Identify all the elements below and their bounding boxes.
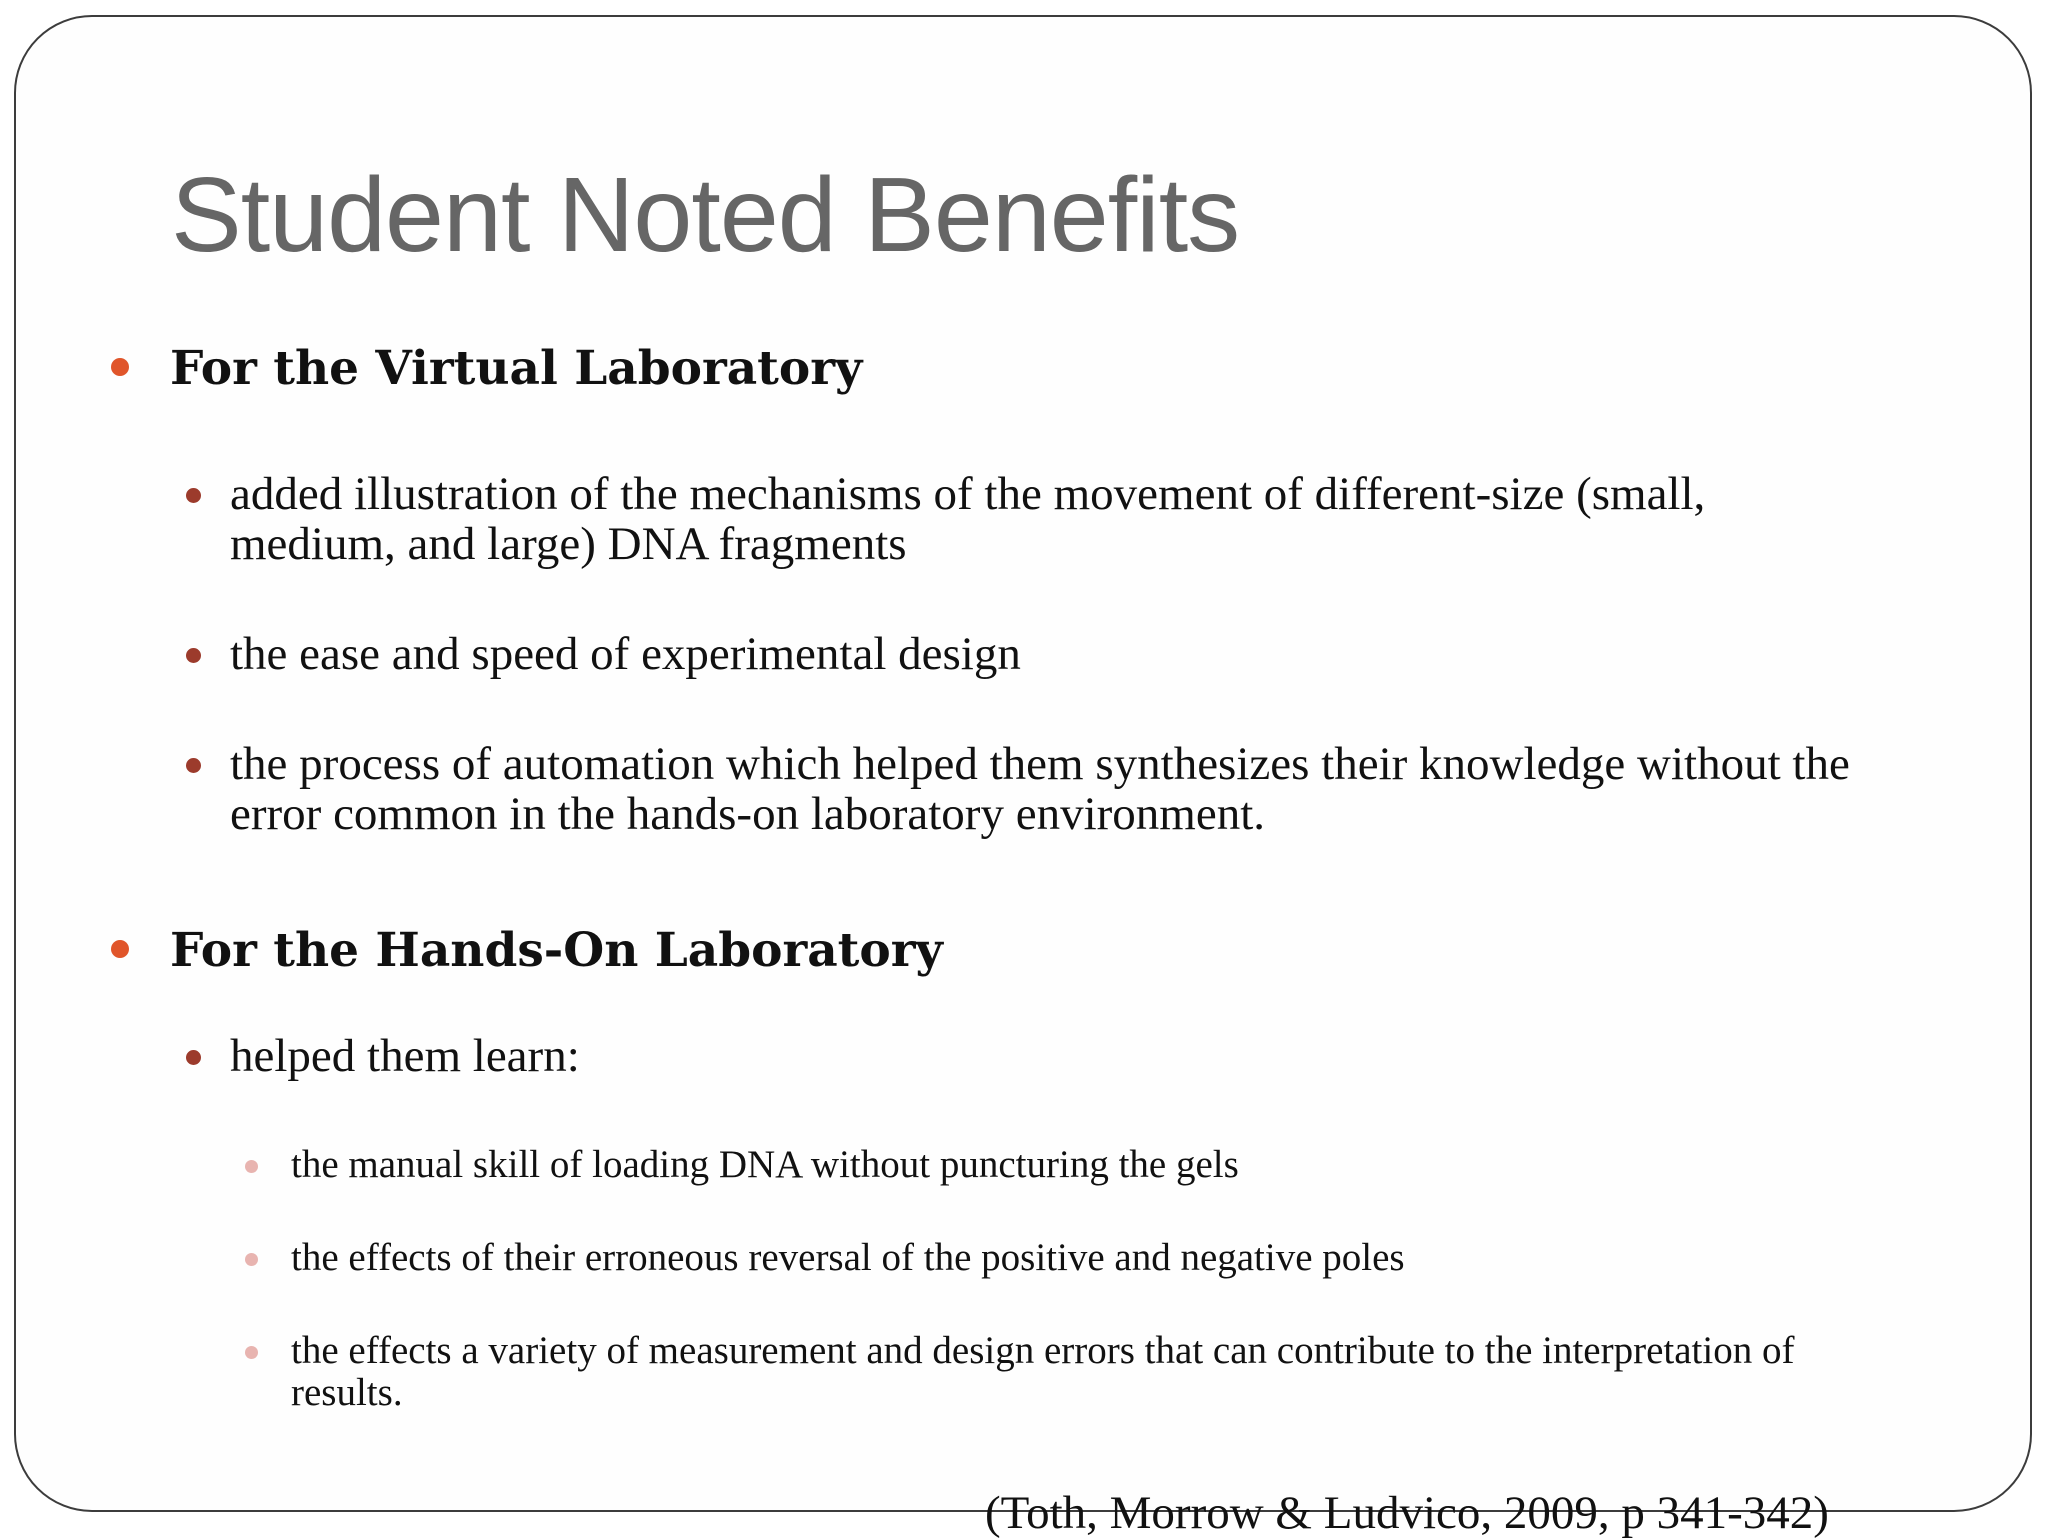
slide-title: Student Noted Benefits (171, 156, 1240, 274)
sub-list-item (291, 1144, 1239, 1186)
sub-list-item-line: the manual skill of loading DNA without puncturing the gels (291, 1143, 1239, 1186)
list-item (230, 629, 1021, 679)
list-item-line: added illustration of the mechanisms of the movement of different-size (small, (230, 468, 1706, 520)
list-item-line: helped them learn: (230, 1030, 580, 1082)
slide-frame (14, 15, 2032, 1512)
sub-list-item-line: the effects a variety of measurement and design errors that can contribute to the interpretation of (291, 1329, 1795, 1372)
sub-list-item (291, 1237, 1405, 1279)
list-item (230, 469, 1705, 569)
sub-list-item-line: the effects of their erroneous reversal of the positive and negative poles (291, 1236, 1405, 1279)
bullet-level1-icon (111, 940, 129, 958)
bullet-level3-icon (245, 1160, 258, 1173)
bullet-level2-icon (186, 488, 201, 503)
list-item-line: medium, and large) DNA fragments (230, 518, 907, 570)
bullet-level3-icon (245, 1253, 258, 1266)
bullet-level2-icon (186, 648, 201, 663)
list-item-line: error common in the hands-on laboratory environment. (230, 788, 1266, 840)
bullet-level2-icon (186, 1050, 201, 1065)
citation: (Toth, Morrow & Ludvico, 2009, p 341-342) (985, 1487, 1829, 1539)
sub-list-item-line: results. (291, 1371, 403, 1414)
list-item (230, 1031, 580, 1081)
bullet-level1-icon (111, 358, 129, 376)
list-item-line: the ease and speed of experimental design (230, 628, 1021, 680)
list-item (230, 739, 1850, 839)
section-heading-hands-on: For the Hands-On Laboratory (170, 923, 943, 978)
bullet-level3-icon (245, 1346, 258, 1359)
list-item-line: the process of automation which helped them synthesizes their knowledge without the (230, 738, 1850, 790)
sub-list-item (291, 1330, 1794, 1414)
bullet-level2-icon (186, 758, 201, 773)
section-heading-virtual: For the Virtual Laboratory (170, 341, 863, 396)
